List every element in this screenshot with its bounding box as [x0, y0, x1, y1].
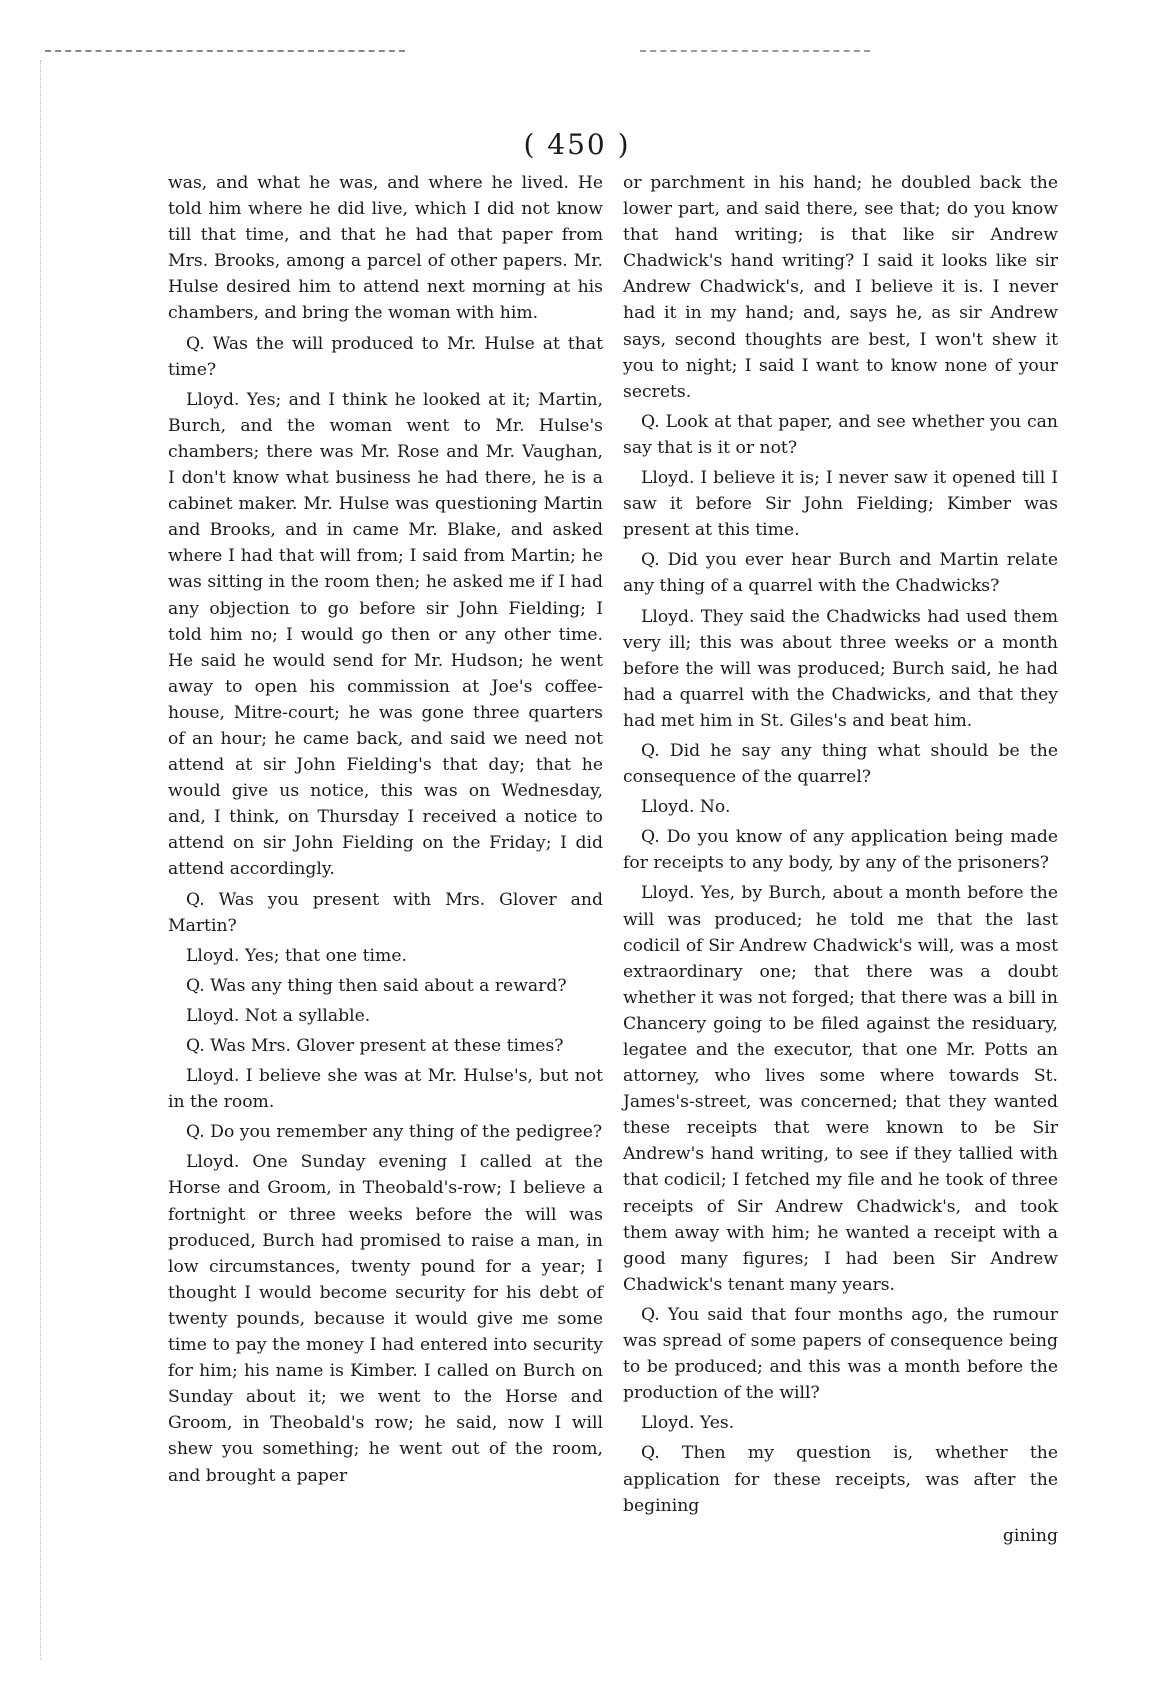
- right-column: [623, 170, 1058, 1553]
- paragraph: Q. Did you ever hear Burch and Martin relate any thing of a quarrel with the Chadwicks?: [623, 550, 1058, 597]
- page-number: ( 450 ): [523, 128, 631, 161]
- top-edge-mark-right: [640, 50, 870, 52]
- top-edge-mark: [45, 50, 405, 52]
- paragraph: Q. Was Mrs. Glover present at these times?: [186, 1036, 564, 1056]
- paragraph: Lloyd. They said the Chadwicks had used them very ill; this was about three weeks or a month before the will was produced; Burch said, he had had a quarrel with the Chadwicks, and that they had met him in St. Giles's and beat him.: [623, 606, 1058, 731]
- paragraph: Lloyd. I believe she was at Mr. Hulse's, but not in the room.: [168, 1066, 603, 1113]
- paragraph: was, and what he was, and where he lived. He told him where he did live, which I did not know till that time, and that he had that paper from Mrs. Brooks, among a parcel of other papers. Mr. Hulse desired him to attend next morning at his chambers, and bring the woman with him.: [168, 173, 603, 324]
- paragraph: Lloyd. Not a syllable.: [186, 1005, 371, 1026]
- paragraph: Q. Was the will produced to Mr. Hulse at that time?: [168, 333, 603, 380]
- paragraph: Lloyd. I believe it is; I never saw it opened till I saw it before Sir John Fielding; Kimber was present at this time.: [623, 468, 1058, 541]
- paragraph: Lloyd. Yes; that one time.: [186, 945, 407, 966]
- paragraph: Q. Do you remember any thing of the pedigree?: [186, 1122, 603, 1143]
- paragraph: Q. Was you present with Mrs. Glover and Martin?: [168, 889, 603, 936]
- paragraph: Lloyd. One Sunday evening I called at the Horse and Groom, in Theobald's-row; I believe a fortnight or three weeks before the will was produced, Burch had promised to raise a man, in low circumstances, twenty pound for a year; I thought I would become security for his debt of twenty pounds, because it would give me some time to pay the money I had entered into security for him; his name is Kimber. I called on Burch on Sunday about it; we went to the Horse and Groom, in Theobald's row; he said, now I will shew you something; he went out of the room, and brought a paper: [168, 1152, 603, 1486]
- paragraph: Q. Look at that paper, and see whether you can say that is it or not?: [623, 411, 1058, 458]
- left-margin-marks: [40, 60, 53, 1660]
- catchword: gining: [1002, 1525, 1058, 1546]
- paragraph: Q. Then my question is, whether the application for these receipts, was after the begining: [623, 1443, 1058, 1516]
- paragraph: Lloyd. Yes; and I think he looked at it; Martin, Burch, and the woman went to Mr. Hulse's chambers; there was Mr. Rose and Mr. Vaughan, I don't know what business he had there, he is a cabinet maker. Mr. Hulse was questioning Martin and Brooks, and in came Mr. Blake, and asked where I had that will from; I said from Martin; he was sitting in the room then; he asked me if I had any objection to go before sir John Fielding; I told him no; I would go then or any other time. He said he would send for Mr. Hudson; he went away to open his commission at Joe's coffee-house, Mitre-court; he was gone three quarters of an hour; he came back, and said we need not attend at sir John Fielding's that day; that he would give us notice, this was on Wednesday, and, I think, on Thursday I received a notice to attend on sir John Fielding on the Friday; I did attend accordingly.: [168, 389, 603, 880]
- paragraph: Lloyd. No.: [641, 797, 731, 818]
- paragraph: Q. Did he say any thing what should be the consequence of the quarrel?: [623, 740, 1058, 788]
- paragraph: Q. Do you know of any application being made for receipts to any body, by any of the prisoners?: [623, 827, 1058, 874]
- paragraph: or parchment in his hand; he doubled back the lower part, and said there, see that; do you know that hand writing; is that like sir Andrew Chadwick's hand writing? I said it looks like sir Andrew Chadwick's, and I believe it is. I never had it in my hand; and, says he, as sir Andrew says, second thoughts are best, I won't shew it you to night; I said I want to know none of your secrets.: [623, 173, 1058, 402]
- paragraph: Lloyd. Yes.: [641, 1413, 735, 1434]
- paragraph: Q. You said that four months ago, the rumour was spread of some papers of consequence being to be produced; and this was a month before the production of the will?: [623, 1304, 1058, 1404]
- left-column: [168, 170, 603, 1493]
- paragraph: Q. Was any thing then said about a reward?: [186, 975, 567, 996]
- paragraph: Lloyd. Yes, by Burch, about a month before the will was produced; he told me that the last codicil of Sir Andrew Chadwick's will, was a most extraordinary one; that there was a doubt whether it was not forged; that there was a bill in Chancery going to be filed against the residuary, legatee and the executor, that one Mr. Potts an attorney, who lives some where towards St. James's-street, was concerned; that they wanted these receipts that were known to be Sir Andrew's hand writing, to see if they tallied with that codicil; I fetched my file and he took of three receipts of Sir Andrew Chadwick's, and took them away with him; he wanted a receipt with a good many figures; I had been Sir Andrew Chadwick's tenant many years.: [623, 883, 1058, 1295]
